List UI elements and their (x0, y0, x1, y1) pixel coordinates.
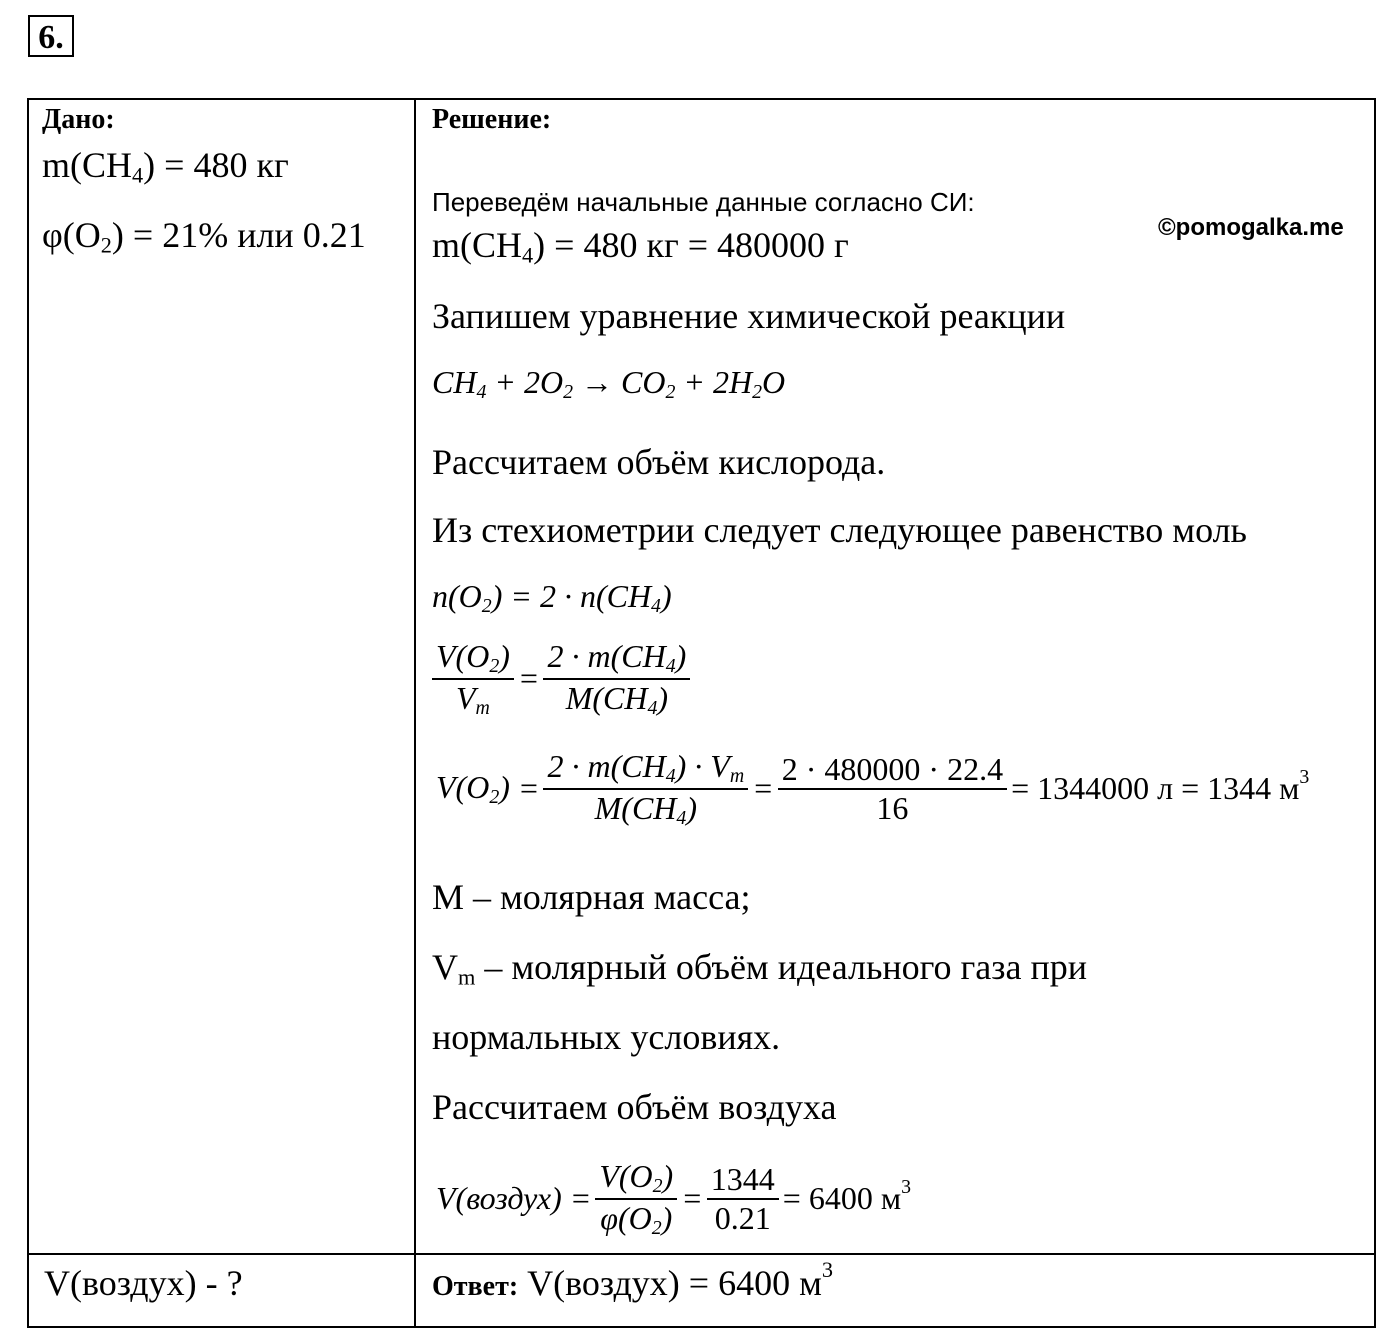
definition-vm: $V_m$ – молярный объём идеального газа при (432, 947, 1087, 990)
row-divider (27, 1253, 1376, 1255)
air-equation: V(воздух) = $\frac{V(O_2)}{\varphi(O_2)}$ = $\frac{1344}{0.21}$ = 6400 $м^3$ (436, 1158, 912, 1239)
reaction-intro: Запишем уравнение химической реакции (432, 296, 1066, 336)
volume-equation: $V(O_2)$ = $\frac{2 \cdot m(CH_4) \cdot V_m}{M(CH_4)}$ = $\frac{2 \cdot 480000 \cdot 22.4}{16}$ = 1344000 л = 1344 $м^3$ (436, 748, 1310, 829)
given-header: Дано: (42, 104, 115, 135)
answer: Ответ: V(воздух) = 6400 $м^3$ (432, 1257, 834, 1303)
reaction-equation: $CH_4 + 2O_2 \to CO_2 + 2H_2O$ (432, 364, 786, 403)
definition-vm-cont: нормальных условиях. (432, 1017, 781, 1057)
problem-number: 6. (28, 15, 74, 57)
watermark: ©pomogalka.me (1158, 214, 1344, 241)
ratio-equation: $\frac{V(O_2)}{V_m}$ = $\frac{2 \cdot m(CH_4)}{M(CH_4)}$ (432, 638, 690, 720)
stoich-intro: Из стехиометрии следует следующее равенство моль (432, 510, 1247, 550)
moles-equation: $n(O_2) = 2 \cdot n(CH_4)$ (432, 578, 672, 617)
si-note: Переведём начальные данные согласно СИ: (432, 187, 975, 217)
find-label: V(воздух) - ? (44, 1263, 243, 1303)
volume-o2-intro: Рассчитаем объём кислорода. (432, 442, 886, 482)
given-fraction: $\varphi(O_2) = 21\%$ или 0.21 (42, 215, 366, 258)
column-divider (414, 98, 416, 1328)
si-line: $m(CH_4) = 480$ кг = 480000 г (432, 225, 849, 268)
given-mass: $m(CH_4) = 480$ кг (42, 145, 289, 188)
air-intro: Рассчитаем объём воздуха (432, 1087, 837, 1127)
solution-header: Решение: (432, 104, 552, 135)
definition-m: M – молярная масса; (432, 877, 751, 917)
solution-table (27, 98, 1376, 1328)
